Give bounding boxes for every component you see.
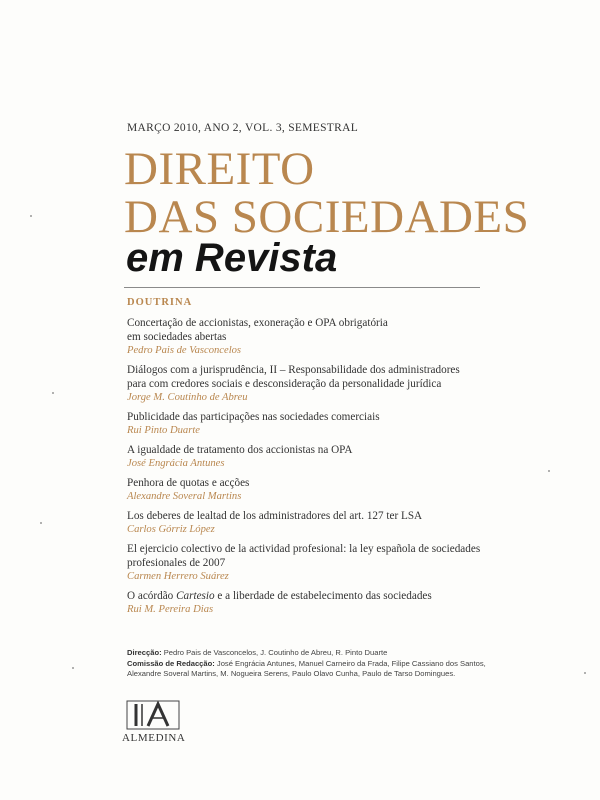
article-title: Publicidade das participações nas sociedades comerciais bbox=[127, 411, 380, 423]
direccao-line bbox=[127, 648, 487, 659]
article-title-continued: profesionales de 2007 bbox=[127, 557, 226, 569]
article-author: Rui Pinto Duarte bbox=[127, 425, 200, 436]
scan-speck bbox=[548, 470, 550, 472]
table-of-contents bbox=[127, 316, 497, 622]
article-entry bbox=[127, 509, 497, 536]
title-divider bbox=[124, 287, 480, 288]
article-entry bbox=[127, 363, 497, 404]
article-entry bbox=[127, 476, 497, 503]
scan-speck bbox=[40, 522, 42, 524]
journal-title-line-3: em Revista bbox=[126, 236, 338, 280]
article-author: Jorge M. Coutinho de Abreu bbox=[127, 392, 248, 403]
article-author: Pedro Pais de Vasconcelos bbox=[127, 345, 242, 356]
scan-speck bbox=[584, 672, 586, 674]
section-label: DOUTRINA bbox=[127, 297, 193, 308]
article-title: Diálogos com a jurisprudência, II – Responsabilidade dos administradores bbox=[127, 364, 460, 376]
comissao-label: Comissão de Redacção: bbox=[127, 658, 215, 668]
article-title: El ejercicio colectivo de la actividad profesional: la ley española de sociedades bbox=[127, 543, 481, 555]
article-title: O acórdão Cartesio e a liberdade de estabelecimento das sociedades bbox=[127, 590, 432, 602]
scan-speck bbox=[72, 667, 74, 669]
scan-speck bbox=[52, 392, 54, 394]
editorial-credits bbox=[127, 648, 487, 680]
scan-speck bbox=[30, 215, 32, 217]
article-author: Rui M. Pereira Dias bbox=[127, 604, 214, 615]
article-title-continued: para com credores sociais e desconsideração da personalidade jurídica bbox=[127, 378, 442, 390]
article-title: A igualdade de tratamento dos accionistas na OPA bbox=[127, 444, 353, 456]
article-entry bbox=[127, 410, 497, 437]
article-entry bbox=[127, 542, 497, 583]
article-entry bbox=[127, 443, 497, 470]
direccao-label: Direcção: bbox=[127, 648, 162, 657]
article-title: Concertação de accionistas, exoneração e OPA obrigatória bbox=[127, 317, 388, 329]
almedina-logo-icon bbox=[126, 700, 180, 730]
publisher-name: ALMEDINA bbox=[122, 732, 186, 744]
article-author: José Engrácia Antunes bbox=[127, 458, 225, 469]
comissao-line bbox=[127, 659, 487, 680]
article-title: Penhora de quotas e acções bbox=[127, 477, 250, 489]
article-title: Los deberes de lealtad de los administradores del art. 127 ter LSA bbox=[127, 510, 423, 522]
article-author: Alexandre Soveral Martins bbox=[127, 491, 242, 502]
journal-title-line-2: DAS SOCIEDADES bbox=[124, 191, 530, 243]
direccao-names: Pedro Pais de Vasconcelos, J. Coutinho de Abreu, R. Pinto Duarte bbox=[161, 648, 388, 657]
article-entry bbox=[127, 316, 497, 357]
article-author: Carlos Górriz López bbox=[127, 524, 215, 535]
journal-title-line-1: DIREITO bbox=[124, 143, 315, 195]
article-author: Carmen Herrero Suárez bbox=[127, 571, 229, 582]
issue-line: MARÇO 2010, ANO 2, VOL. 3, SEMESTRAL bbox=[127, 122, 359, 134]
article-title-continued: em sociedades abertas bbox=[127, 331, 227, 343]
article-entry bbox=[127, 589, 497, 616]
comissao-names: José Engrácia Antunes, Manuel Carneiro da Frada, Filipe Cassiano dos Santos, Alexandre Soveral Martins, M. Nogueira Serens, Paulo Olavo Cunha, Paulo de Tarso Domingues. bbox=[127, 658, 486, 678]
